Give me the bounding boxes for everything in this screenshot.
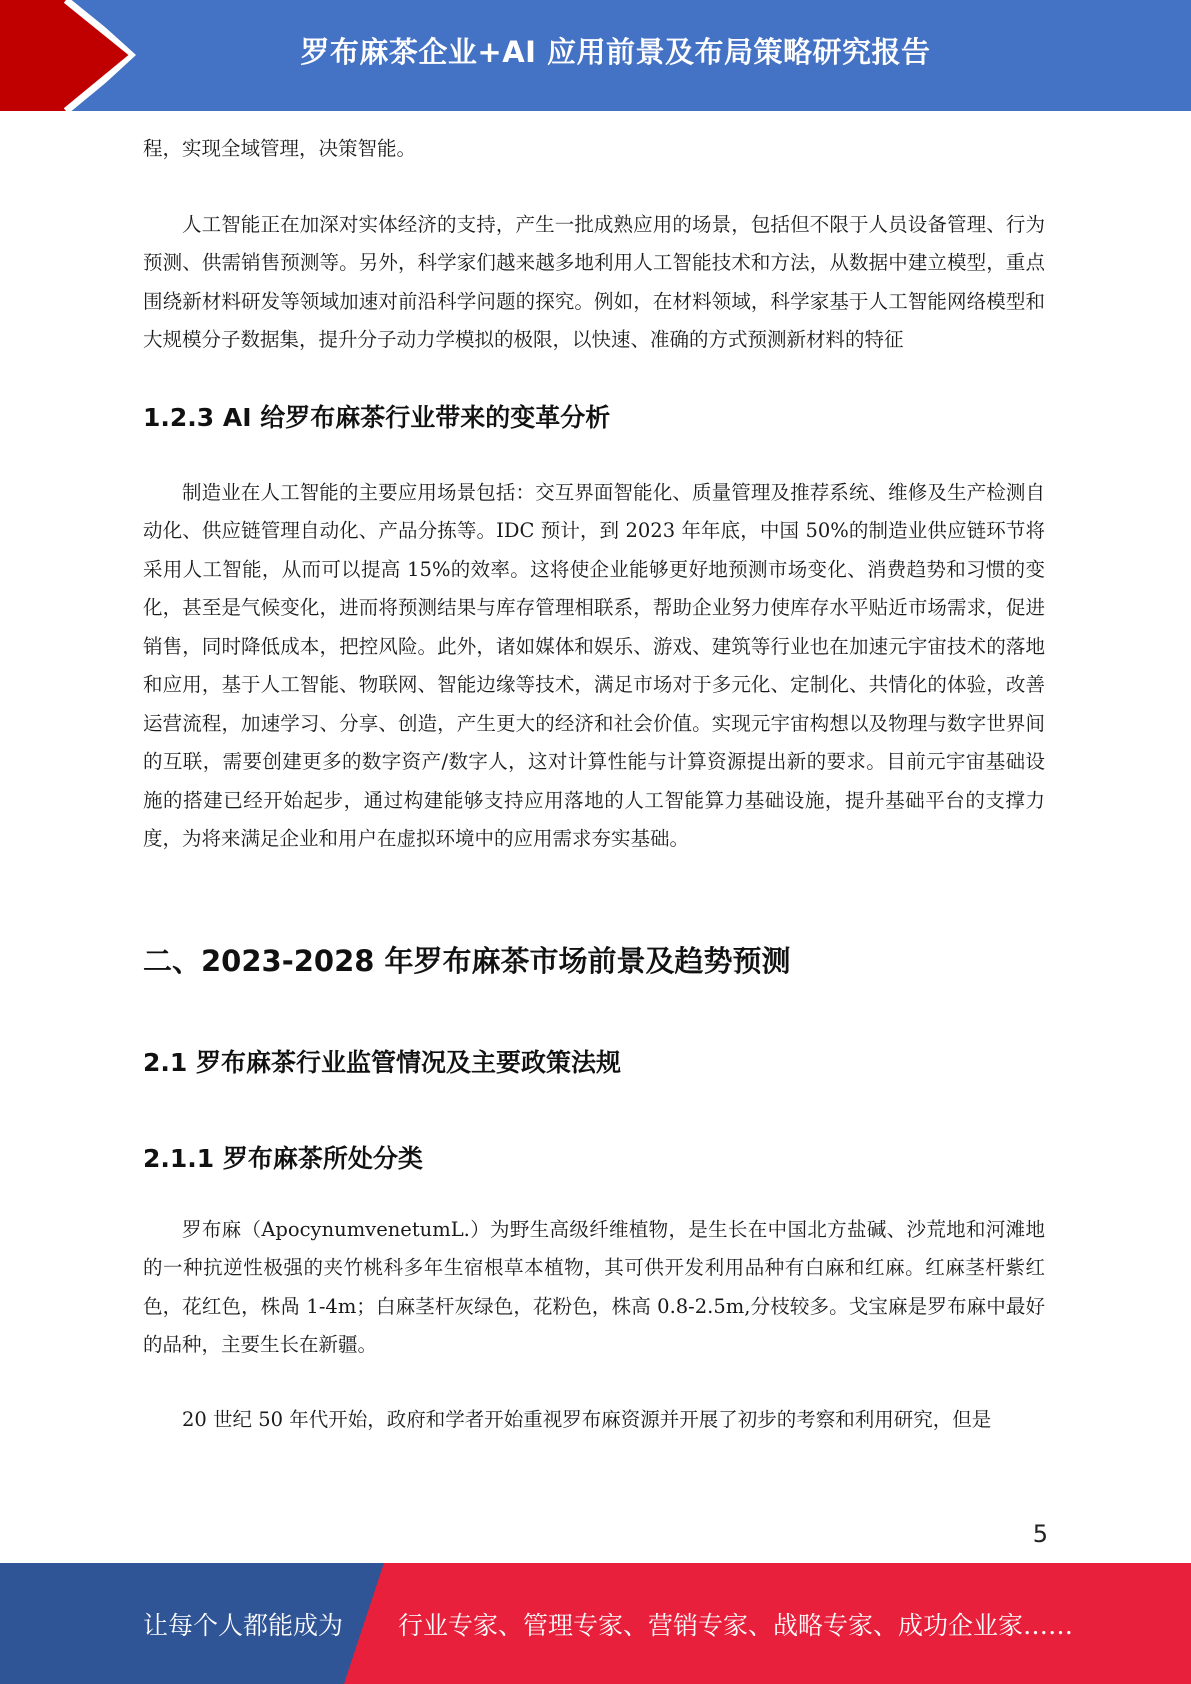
footer-slogan-right: 行业专家、管理专家、营销专家、战略专家、成功企业家…… <box>398 1610 1074 1640</box>
paragraph-luobuma-intro: 罗布麻（ApocynumvenetumL.）为野生高级纤维植物，是生长在中国北方盐碱、沙荒地和河滩地的一种抗逆性极强的夹竹桃科多年生宿根草本植物，其可供开发利用品种有白麻和红麻。红麻茎杆紫红色，花红色，株咼 1-4m；白麻茎杆灰绿色，花粉色，株高 0.8-2.5m,分枝较多。戈宝麻是罗布麻中最好的品种，主要生长在新疆。 <box>143 1217 1045 1356</box>
page-content <box>143 130 1045 1439</box>
page-number: 5 <box>1032 1520 1048 1548</box>
paragraph-continuation: 程，实现全域管理，决策智能。 <box>143 137 417 160</box>
paragraph-ai-applications: 人工智能正在加深对实体经济的支持，产生一批成熟应用的场景，包括但不限于人员设备管理、行为预测、供需销售预测等。另外，科学家们越来越多地利用人工智能技术和方法，从数据中建立模型，重点围绕新材料研发等领域加速对前沿科学问题的探究。例如，在材料领域，科学家基于人工智能网络模型和大规模分子数据集，提升分子动力学模拟的极限，以快速、准确的方式预测新材料的特征 <box>143 212 1045 351</box>
report-title: 罗布麻茶企业+AI 应用前景及布局策略研究报告 <box>300 35 931 69</box>
paragraph-history: 20 世纪 50 年代开始，政府和学者开始重视罗布麻资源并开展了初步的考察和利用研究，但是 <box>182 1407 992 1431</box>
footer-banner <box>0 1563 1191 1684</box>
heading-2-1: 2.1 罗布麻茶行业监管情况及主要政策法规 <box>143 1047 621 1077</box>
paragraph-manufacturing: 制造业在人工智能的主要应用场景包括：交互界面智能化、质量管理及推荐系统、维修及生产检测自动化、供应链管理自动化、产品分拣等。IDC 预计，到 2023 年年底，中国 50%的制造业供应链环节将采用人工智能，从而可以提高 15%的效率。这将使企业能够更好地预测市场变化、消费趋势和习惯的变化，甚至是气候变化，进而将预测结果与库存管理相联系，帮助企业努力使库存水平贴近市场需求，促进销售，同时降低成本，把控风险。此外，诸如媒体和娱乐、游戏、建筑等行业也在加速元宇宙技术的落地和应用，基于人工智能、物联网、智能边缘等技术，满足市场对于多元化、定制化、共情化的体验，改善运营流程，加速学习、分享、创造，产生更大的经济和社会价值。实现元宇宙构想以及物理与数字世界间的互联，需要创建更多的数字资产/数字人，这对计算性能与计算资源提出新的要求。目前元宇宙基础设施的搭建已经开始起步，通过构建能够支持应用落地的人工智能算力基础设施，提升基础平台的支撑力度，为将来满足企业和用户在虚拟环境中的应用需求夯实基础。 <box>143 480 1045 850</box>
header-banner <box>0 0 1191 111</box>
heading-2-1-1: 2.1.1 罗布麻茶所处分类 <box>143 1143 423 1173</box>
heading-1-2-3: 1.2.3 AI 给罗布麻茶行业带来的变革分析 <box>143 402 611 432</box>
heading-chapter-2: 二、2023-2028 年罗布麻茶市场前景及趋势预测 <box>143 943 791 978</box>
footer-slogan-left: 让每个人都能成为 <box>143 1610 344 1640</box>
